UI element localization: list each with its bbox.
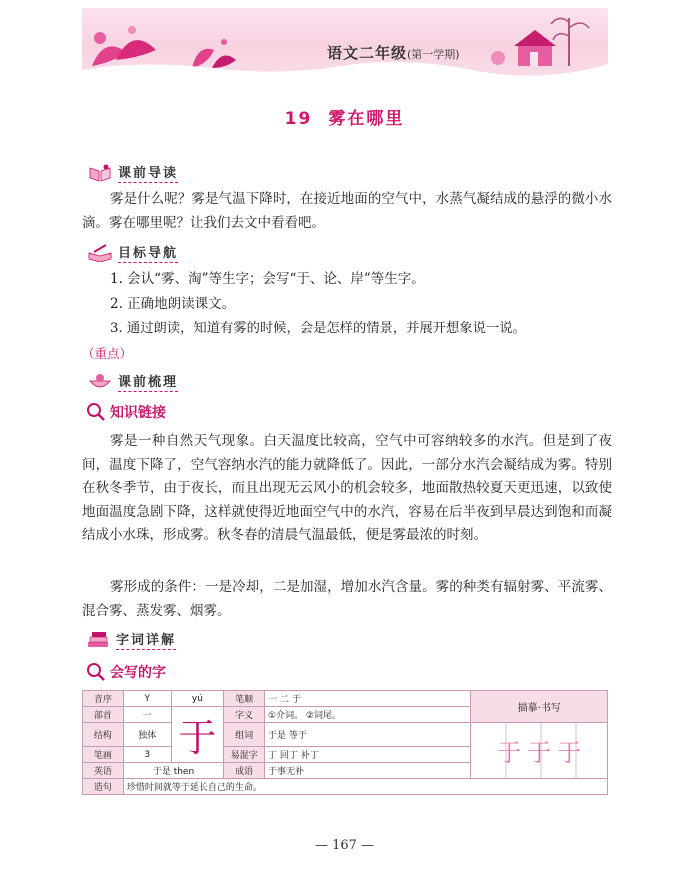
lesson-name: 雾在哪里 [328,109,405,129]
magnifier-icon [86,402,106,422]
page-number: — 167 — [314,838,375,853]
practice-grid[interactable] [471,723,608,779]
knowledge-paragraph: 雾是一种自然天气现象。白天温度比较高，空气中可容纳较多的水汽。但是到了夜间，温度下降了，空气容纳水汽的能力就降低了。因此，一部分水汽会凝结成为雾。特别在秋冬季节，由于夜长，而且出现无云风小的机会较多，地面散热较夏天更迅速，以致使地面温度急剧下降，这样就使得近地面空气中的水汽，容易在后半夜到早晨达到饱和而凝结成小水珠，形成雾。秋冬春的清晨气温最低，便是雾最浓的时刻。 [82,433,612,543]
table-value: 珍惜时间就等于延长自己的生命。 [123,779,607,795]
table-row [83,691,608,707]
table-value: 丁 回丁 补丁 [265,747,471,763]
table-value: 于是 等于 [265,723,471,747]
table-label: 造句 [83,779,124,795]
magnifier-icon [86,662,106,682]
lesson-number: 19 [284,109,313,129]
knowledge-paragraph: 雾形成的条件：一是冷却，二是加湿，增加水汽含量。雾的种类有辐射雾、平流雾、混合雾、蒸发雾、烟雾。 [82,579,612,619]
header-banner [82,8,608,78]
practice-char: 于 [527,739,552,767]
table-label: 笔画 [83,747,124,763]
table-value: 一 二 于 [265,691,471,707]
section-preview-sorting [88,371,178,392]
practice-char: 于 [557,739,582,767]
section-word-detail [86,629,176,650]
table-label: 笔顺 [224,691,265,707]
section-label: 课前导读 [118,162,178,183]
subsection-label: 知识链接 [110,405,166,421]
character-table [82,690,608,795]
header-subtitle: (第一学期) [407,48,460,61]
books-stack-icon [86,631,110,649]
section-label: 目标导航 [118,242,178,263]
subsection-write-chars [86,662,166,682]
emphasis-note: （重点） [82,346,133,361]
book-icon [88,164,112,182]
preview-paragraph: 雾是什么呢？雾是气温下降时，在接近地面的空气中，水蒸气凝结成的悬浮的微小水滴。雾在哪里呢？让我们去文中看看吧。 [82,191,612,231]
table-value: yú [171,691,224,707]
table-label: 音序 [83,691,124,707]
table-label: 字义 [224,707,265,723]
table-value: 3 [123,747,171,763]
header-title: 语文二年级(第一学期) [327,44,460,62]
table-value: ①介词。 ②词尾。 [265,707,471,723]
table-value: 于是 then [123,763,223,779]
table-value: 独体 [123,723,171,747]
goal-item: 2. 正确地朗读课文。 [110,296,236,312]
lesson-title [0,104,689,129]
table-row [83,723,608,747]
table-label: 组词 [224,723,265,747]
table-value: 于事无补 [265,763,471,779]
practice-label: 描摹·书写 [471,691,608,723]
section-label: 字词详解 [116,629,176,650]
table-value: Y [123,691,171,707]
table-label: 部首 [83,707,124,723]
table-label: 英语 [83,763,124,779]
section-preview-reading [88,162,178,183]
table-row [83,779,608,795]
goal-item: 1. 会认“雾、淘”等生字；会写“于、论、岸”等生字。 [110,271,425,287]
table-label: 结构 [83,723,124,747]
bowl-icon [88,373,112,391]
table-value: 一 [123,707,171,723]
section-goals [88,242,178,263]
section-label: 课前梳理 [118,371,178,392]
practice-char: 于 [497,739,522,767]
subsection-knowledge-link [86,402,166,422]
table-label: 成语 [224,763,265,779]
subsection-label: 会写的字 [110,665,166,681]
goal-item: 3. 通过朗读，知道有雾的时候，会是怎样的情景，并展开想象说一说。 [110,321,526,336]
book-pen-icon [88,244,112,262]
table-label: 易混字 [224,747,265,763]
main-character: 于 [171,707,224,763]
